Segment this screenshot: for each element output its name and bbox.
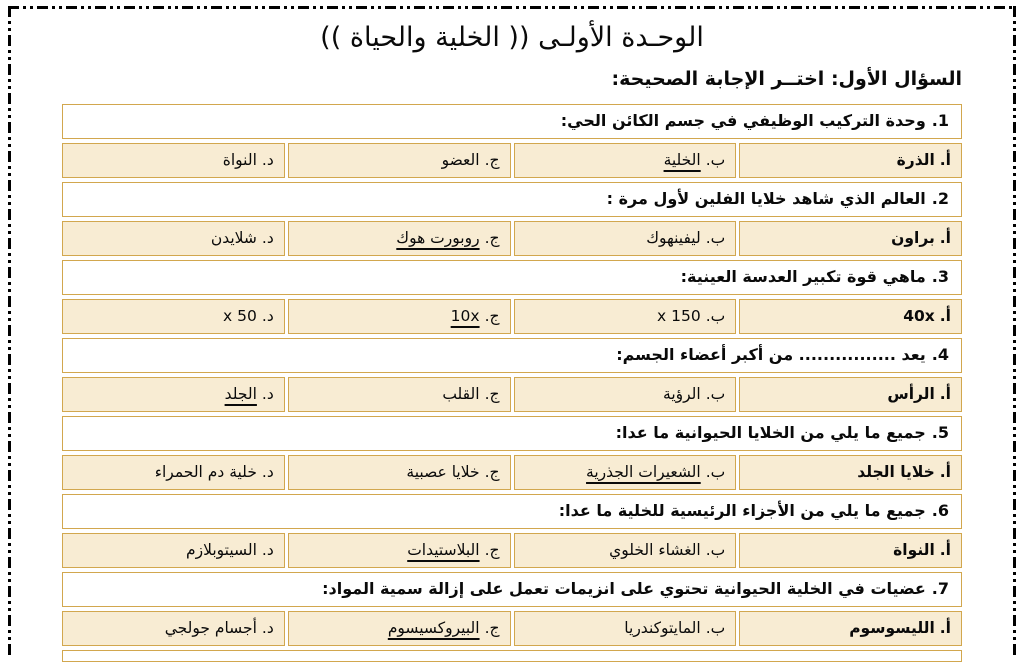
answer-cell	[62, 377, 285, 412]
answer-text: 50 x	[223, 307, 257, 325]
answer-row	[62, 299, 962, 334]
answer-text: السيتوبلازم	[186, 541, 257, 559]
answer-letter: أ.	[939, 541, 951, 559]
question-text: وحدة التركيب الوظيفي في جسم الكائن الحي:	[560, 111, 926, 130]
question-row	[62, 104, 962, 139]
answer-cell	[514, 533, 737, 568]
answer-letter: ج.	[484, 541, 500, 559]
answer-cell	[739, 299, 962, 334]
answer-letter: ج.	[484, 229, 500, 247]
question-number: 4.	[931, 345, 949, 364]
answer-text: شلايدن	[210, 229, 257, 247]
question-number: 6.	[931, 501, 949, 520]
question-text: جميع ما يلي من الخلايا الحيوانية ما عدا:	[615, 423, 926, 442]
answer-text: براون	[891, 229, 935, 247]
answer-letter: د.	[261, 385, 274, 403]
answer-letter: ج.	[484, 619, 500, 637]
answer-text: خلية دم الحمراء	[154, 463, 257, 481]
answer-letter: د.	[261, 151, 274, 169]
answer-letter: د.	[261, 307, 274, 325]
answer-text: القلب	[442, 385, 480, 403]
question-row	[62, 416, 962, 451]
answer-letter: ب.	[705, 151, 726, 169]
answer-letter: أ.	[939, 307, 951, 325]
question-row	[62, 494, 962, 529]
page-border-top	[8, 6, 1016, 9]
answer-cell	[62, 299, 285, 334]
question-row	[62, 260, 962, 295]
answer-text: خلايا عصبية	[406, 463, 480, 481]
answer-letter: أ.	[939, 151, 951, 169]
question-number: 5.	[931, 423, 949, 442]
answer-cell	[288, 455, 511, 490]
answer-row	[62, 611, 962, 646]
answer-cell	[62, 611, 285, 646]
answer-letter: ب.	[705, 385, 726, 403]
answer-row	[62, 143, 962, 178]
answer-cell	[288, 221, 511, 256]
page-border-right	[1013, 6, 1016, 655]
answer-text: المايتوكندريا	[624, 619, 701, 637]
answer-cell	[514, 377, 737, 412]
answer-cell	[739, 611, 962, 646]
answer-letter: ب.	[705, 307, 726, 325]
answer-cell	[62, 143, 285, 178]
answer-row	[62, 377, 962, 412]
answer-text: 40x	[903, 307, 935, 325]
answer-letter: ج.	[484, 463, 500, 481]
answer-text: روبورت هوك	[396, 229, 480, 247]
answer-cell	[62, 221, 285, 256]
answer-row	[62, 455, 962, 490]
answer-text: الذرة	[896, 151, 935, 169]
question-text: يعد ................ من أكبر أعضاء الجسم:	[616, 345, 926, 364]
answer-text: البلاستيدات	[407, 541, 480, 559]
answer-cell	[739, 455, 962, 490]
answer-letter: أ.	[939, 385, 951, 403]
answer-cell	[62, 533, 285, 568]
answer-letter: أ.	[939, 463, 951, 481]
answer-text: ليفينهوك	[646, 229, 701, 247]
document-page	[62, 0, 962, 662]
question-text: جميع ما يلي من الأجزاء الرئيسية للخلية ما عدا:	[558, 501, 926, 520]
answer-letter: د.	[261, 541, 274, 559]
answer-text: الرأس	[887, 385, 935, 403]
answer-cell	[739, 143, 962, 178]
answer-text: الجلد	[224, 385, 257, 403]
answer-letter: أ.	[939, 229, 951, 247]
answer-text: النواة	[893, 541, 935, 559]
answer-letter: ج.	[484, 307, 500, 325]
answer-cell	[739, 377, 962, 412]
answer-cell	[514, 299, 737, 334]
answer-text: الخلية	[663, 151, 701, 169]
answer-cell	[514, 221, 737, 256]
answer-text: أجسام جولجي	[164, 619, 257, 637]
question-row-partial	[62, 650, 962, 662]
answer-cell	[288, 611, 511, 646]
question-row	[62, 182, 962, 217]
question-text: العالم الذي شاهد خلايا الفلين لأول مرة :	[606, 189, 926, 208]
answer-text: النواة	[222, 151, 257, 169]
question-number: 3.	[931, 267, 949, 286]
answer-text: الشعيرات الجذرية	[586, 463, 701, 481]
quiz-table	[62, 104, 962, 662]
answer-letter: د.	[261, 463, 274, 481]
section-heading: السؤال الأول: اختــر الإجابة الصحيحة:	[611, 68, 962, 90]
answer-text: 150 x	[657, 307, 701, 325]
answer-text: الليسوسوم	[849, 619, 935, 637]
answer-text: الغشاء الخلوي	[609, 541, 701, 559]
answer-cell	[288, 299, 511, 334]
answer-cell	[288, 377, 511, 412]
answer-letter: ج.	[484, 385, 500, 403]
page-border-left	[8, 6, 11, 655]
answer-letter: د.	[261, 229, 274, 247]
answer-letter: د.	[261, 619, 274, 637]
answer-cell	[739, 221, 962, 256]
question-text: عضيات في الخلية الحيوانية تحتوي على انزيمات تعمل على إزالة سمية المواد:	[322, 579, 926, 598]
answer-cell	[288, 143, 511, 178]
answer-letter: ب.	[705, 541, 726, 559]
answer-cell	[288, 533, 511, 568]
answer-text: البيروكسيسوم	[387, 619, 480, 637]
document-title: الوحـدة الأولـى (( الخلية والحياة ))	[320, 22, 704, 53]
answer-row	[62, 533, 962, 568]
question-row	[62, 338, 962, 373]
answer-letter: ب.	[705, 619, 726, 637]
answer-text: الرؤية	[663, 385, 701, 403]
question-number: 7.	[931, 579, 949, 598]
question-text: ماهي قوة تكبير العدسة العينية:	[680, 267, 926, 286]
question-number: 1.	[931, 111, 949, 130]
answer-row	[62, 221, 962, 256]
answer-cell	[739, 533, 962, 568]
answer-letter: ب.	[705, 229, 726, 247]
answer-cell	[514, 143, 737, 178]
answer-cell	[62, 455, 285, 490]
answer-letter: أ.	[939, 619, 951, 637]
answer-text: 10x	[450, 307, 480, 325]
question-row	[62, 572, 962, 607]
question-number: 2.	[931, 189, 949, 208]
answer-text: العضو	[441, 151, 480, 169]
answer-letter: ج.	[484, 151, 500, 169]
answer-cell	[514, 611, 737, 646]
answer-cell	[514, 455, 737, 490]
answer-text: خلايا الجلد	[857, 463, 935, 481]
answer-letter: ب.	[705, 463, 726, 481]
